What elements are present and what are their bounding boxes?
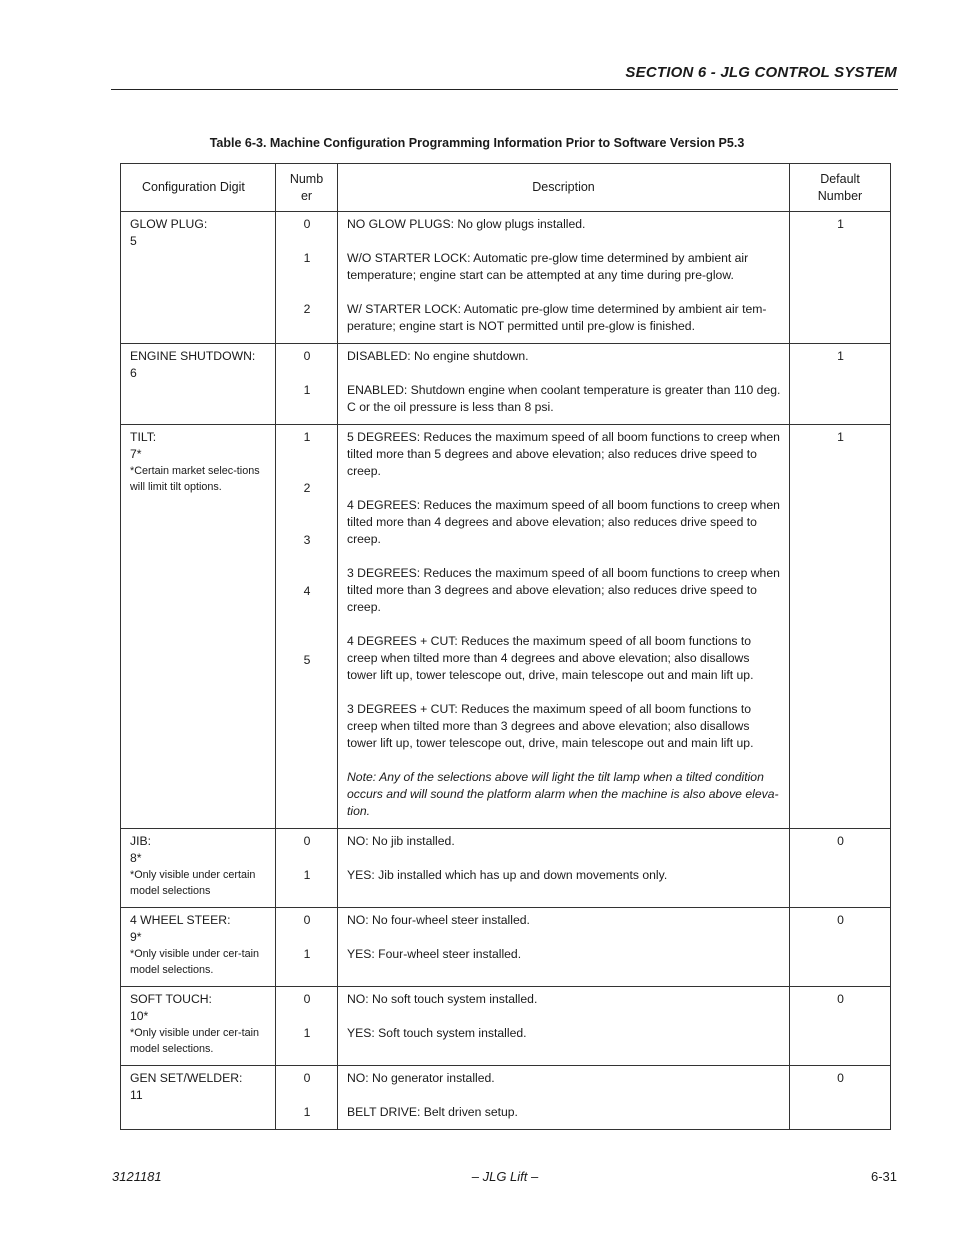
- default-number-cell: 0: [790, 908, 891, 987]
- option-description: NO: No four-wheel steer installed.: [347, 913, 530, 927]
- default-number-cell: 0: [790, 987, 891, 1066]
- configuration-digit-cell: [121, 829, 276, 908]
- description-cell: [338, 425, 790, 829]
- table-title: Table 6-3. Machine Configuration Programming Information Prior to Software Version P5.3: [209, 136, 745, 150]
- config-note: *Only visible under certain model selections: [130, 869, 256, 897]
- option-description: NO: No jib installed.: [347, 834, 455, 848]
- default-number-cell: 1: [790, 212, 891, 344]
- option-description: NO: No generator installed.: [347, 1071, 495, 1085]
- option-description: DISABLED: No engine shutdown.: [347, 349, 529, 363]
- table-row: [121, 1066, 891, 1130]
- option-number: 0: [303, 349, 311, 363]
- config-name: TILT:: [130, 430, 157, 444]
- column-header-configuration-digit: Configuration Digit: [121, 164, 276, 212]
- option-description: 3 DEGREES: Reduces the maximum speed of all boom functions to creep when tilted more than 3 degrees and above elevation; also reduces drive speed to creep.: [347, 566, 780, 614]
- config-note: *Only visible under cer-tain model selections.: [130, 948, 260, 976]
- option-number: 2: [303, 302, 311, 316]
- column-header-default-number: Default Number: [790, 164, 891, 212]
- option-number: 1: [303, 430, 311, 444]
- default-number-cell: 1: [790, 344, 891, 425]
- table-row: [121, 987, 891, 1066]
- config-name: GLOW PLUG:: [130, 217, 208, 231]
- document-number: 3121181: [112, 1169, 162, 1184]
- default-number-cell: 0: [790, 1066, 891, 1130]
- tilt-note: Note: Any of the selections above will light the tilt lamp when a tilted condition occurs and will sound the platform alarm when the machine is also above eleva-tion.: [347, 770, 779, 818]
- configuration-digit-cell: [121, 1066, 276, 1130]
- config-name: SOFT TOUCH:: [130, 992, 212, 1006]
- configuration-digit-cell: [121, 212, 276, 344]
- option-description: NO: No soft touch system installed.: [347, 992, 538, 1006]
- column-header-description: Description: [338, 164, 790, 212]
- option-description: 4 DEGREES: Reduces the maximum speed of all boom functions to creep when tilted more than 4 degrees and above elevation; also reduces drive speed to creep.: [347, 498, 780, 546]
- description-cell: [338, 829, 790, 908]
- option-description: NO GLOW PLUGS: No glow plugs installed.: [347, 217, 586, 231]
- table-header-row: [121, 164, 891, 212]
- number-cell: [276, 212, 338, 344]
- configuration-digit-cell: [121, 987, 276, 1066]
- option-number: 1: [303, 868, 311, 882]
- option-number: 0: [303, 834, 311, 848]
- description-cell: [338, 908, 790, 987]
- section-title: SECTION 6 - JLG CONTROL SYSTEM: [625, 64, 897, 81]
- option-number: 4: [303, 584, 311, 598]
- config-name: ENGINE SHUTDOWN:: [130, 349, 256, 363]
- option-number: 5: [303, 653, 311, 667]
- description-cell: [338, 344, 790, 425]
- config-digit: 5: [130, 234, 137, 248]
- option-number: 3: [303, 533, 311, 547]
- number-cell: [276, 344, 338, 425]
- option-description: BELT DRIVE: Belt driven setup.: [347, 1105, 518, 1119]
- option-description: ENABLED: Shutdown engine when coolant temperature is greater than 110 deg. C or the oil pressure is less than 8 psi.: [347, 383, 781, 414]
- option-number: 0: [303, 1071, 311, 1085]
- number-cell: [276, 829, 338, 908]
- config-digit: 8*: [130, 851, 142, 865]
- default-number-cell: 0: [790, 829, 891, 908]
- option-number: 1: [303, 1105, 311, 1119]
- config-digit: 6: [130, 366, 137, 380]
- option-number: 0: [303, 217, 311, 231]
- option-description: YES: Soft touch system installed.: [347, 1026, 527, 1040]
- column-header-number: Numb er: [276, 164, 338, 212]
- option-description: 4 DEGREES + CUT: Reduces the maximum speed of all boom functions to creep when tilted more than 4 degrees and above elevation; also disallows tower lift up, tower telescope out, drive, main telescope out and main lift up.: [347, 634, 754, 682]
- header-rule: [111, 89, 898, 90]
- option-description: YES: Jib installed which has up and down movements only.: [347, 868, 668, 882]
- config-digit: 7*: [130, 447, 142, 461]
- option-description: 3 DEGREES + CUT: Reduces the maximum speed of all boom functions to creep when tilted more than 3 degrees and above elevation; also disallows tower lift up, tower telescope out, drive, main telescope out and main lift up.: [347, 702, 754, 750]
- description-cell: [338, 1066, 790, 1130]
- table-row: [121, 212, 891, 344]
- option-number: 0: [303, 913, 311, 927]
- config-digit: 9*: [130, 930, 142, 944]
- number-cell: [276, 1066, 338, 1130]
- description-cell: [338, 987, 790, 1066]
- config-note: *Only visible under cer-tain model selections.: [130, 1027, 260, 1055]
- table-row: [121, 829, 891, 908]
- option-number: 1: [303, 251, 311, 265]
- config-name: GEN SET/WELDER:: [130, 1071, 243, 1085]
- option-description: W/O STARTER LOCK: Automatic pre-glow time determined by ambient air temperature; engine start can be attempted at any time during pre-glow.: [347, 251, 749, 282]
- number-cell: [276, 425, 338, 829]
- option-number: 0: [303, 992, 311, 1006]
- number-cell: [276, 908, 338, 987]
- description-cell: [338, 212, 790, 344]
- default-number-cell: 1: [790, 425, 891, 829]
- config-digit: 10*: [130, 1009, 149, 1023]
- configuration-digit-cell: [121, 425, 276, 829]
- option-description: YES: Four-wheel steer installed.: [347, 947, 522, 961]
- config-digit: 11: [130, 1088, 143, 1102]
- page-number: 6-31: [870, 1169, 897, 1184]
- config-name: 4 WHEEL STEER:: [130, 913, 231, 927]
- config-name: JIB:: [130, 834, 151, 848]
- number-cell: [276, 987, 338, 1066]
- footer-center: – JLG Lift –: [471, 1169, 539, 1184]
- table-row: [121, 908, 891, 987]
- option-description: W/ STARTER LOCK: Automatic pre-glow time determined by ambient air tem-perature; engine start is NOT permitted until pre-glow is finished.: [347, 302, 767, 333]
- configuration-table: [120, 163, 891, 1130]
- configuration-digit-cell: [121, 908, 276, 987]
- option-description: 5 DEGREES: Reduces the maximum speed of all boom functions to creep when tilted more than 5 degrees and above elevation; also reduces drive speed to creep.: [347, 430, 780, 478]
- table-row: [121, 344, 891, 425]
- option-number: 1: [303, 383, 311, 397]
- table-row: [121, 425, 891, 829]
- configuration-digit-cell: [121, 344, 276, 425]
- config-note: *Certain market selec-tions will limit tilt options.: [130, 465, 260, 493]
- option-number: 2: [303, 481, 311, 495]
- option-number: 1: [303, 1026, 311, 1040]
- option-number: 1: [303, 947, 311, 961]
